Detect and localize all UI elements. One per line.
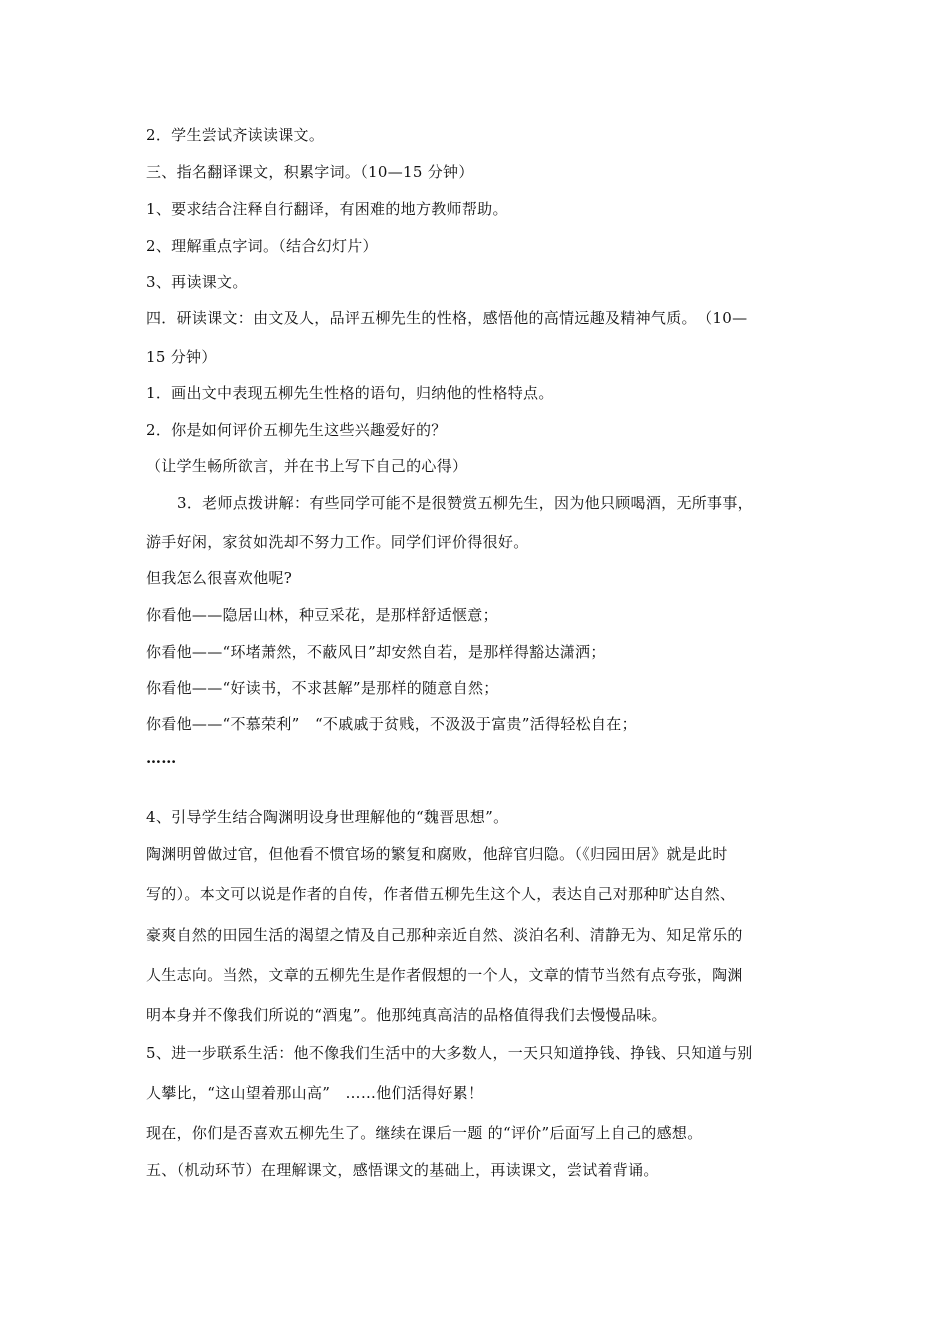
text-line: 五、（机动环节）在理解课文，感悟课文的基础上，再读课文，尝试着背诵。	[146, 1161, 659, 1179]
text-line: 游手好闲，家贫如洗却不努力工作。同学们评价得很好。	[146, 533, 529, 551]
text-line: （让学生畅所欲言，并在书上写下自己的心得）	[146, 457, 468, 475]
text-line: 2．你是如何评价五柳先生这些兴趣爱好的？	[146, 421, 447, 439]
text-line: 15 分钟）	[146, 348, 217, 366]
text-line: 你看他——“不慕荣利” “不戚戚于贫贱，不汲汲于富贵”活得轻松自在；	[146, 715, 637, 733]
text-line: 现在，你们是否喜欢五柳先生了。继续在课后一题 的“评价”后面写上自己的感想。	[146, 1124, 703, 1142]
text-line: 你看他——“环堵萧然，不蔽风日”却安然自若，是那样得豁达潇洒；	[146, 643, 606, 661]
text-line: 但我怎么很喜欢他呢?	[146, 569, 293, 587]
text-line: 1、要求结合注释自行翻译，有困难的地方教师帮助。	[146, 200, 508, 218]
ellipsis-line: ……	[146, 749, 177, 767]
text-line: 四．研读课文：由文及人，品评五柳先生的性格，感悟他的高情远趣及精神气质。 （10—	[146, 309, 748, 327]
text-line: 明本身并不像我们所说的“酒鬼”。他那纯真高洁的品格值得我们去慢慢品味。	[146, 1006, 667, 1024]
text-line: 1．画出文中表现五柳先生性格的语句，归纳他的性格特点。	[146, 384, 554, 402]
text-line: 3．老师点拨讲解：有些同学可能不是很赞赏五柳先生，因为他只顾喝酒，无所事事，	[177, 494, 753, 512]
text-line: 人攀比，“这山望着那山高” ……他们活得好累！	[146, 1084, 484, 1102]
text-line: 陶渊明曾做过官，但他看不惯官场的繁复和腐败，他辞官归隐。（《归园田居》就是此时	[146, 845, 728, 863]
text-line: 4、引导学生结合陶渊明设身世理解他的“魏晋思想”。	[146, 808, 509, 826]
text-line: 豪爽自然的田园生活的渴望之情及自己那种亲近自然、淡泊名利、清静无为、知足常乐的	[146, 926, 743, 944]
text-line: 你看他——“好读书，不求甚解”是那样的随意自然；	[146, 679, 499, 697]
text-line: 3、再读课文。	[146, 273, 248, 291]
text-line: 2、理解重点字词。（结合幻灯片）	[146, 237, 378, 255]
text-line: 写的）。本文可以说是作者的自传，作者借五柳先生这个人，表达自己对那种旷达自然、	[146, 885, 736, 903]
text-line: 5、进一步联系生活：他不像我们生活中的大多数人，一天只知道挣钱、挣钱、只知道与别	[146, 1044, 753, 1062]
text-line: 你看他——隐居山林，种豆采花，是那样舒适惬意；	[146, 606, 498, 624]
text-line: 人生志向。当然，文章的五柳先生是作者假想的一个人，文章的情节当然有点夸张，陶渊	[146, 966, 743, 984]
text-line: 2．学生尝试齐读读课文。	[146, 126, 325, 144]
text-line: 三、指名翻译课文，积累字词。（10—15 分钟）	[146, 163, 474, 181]
